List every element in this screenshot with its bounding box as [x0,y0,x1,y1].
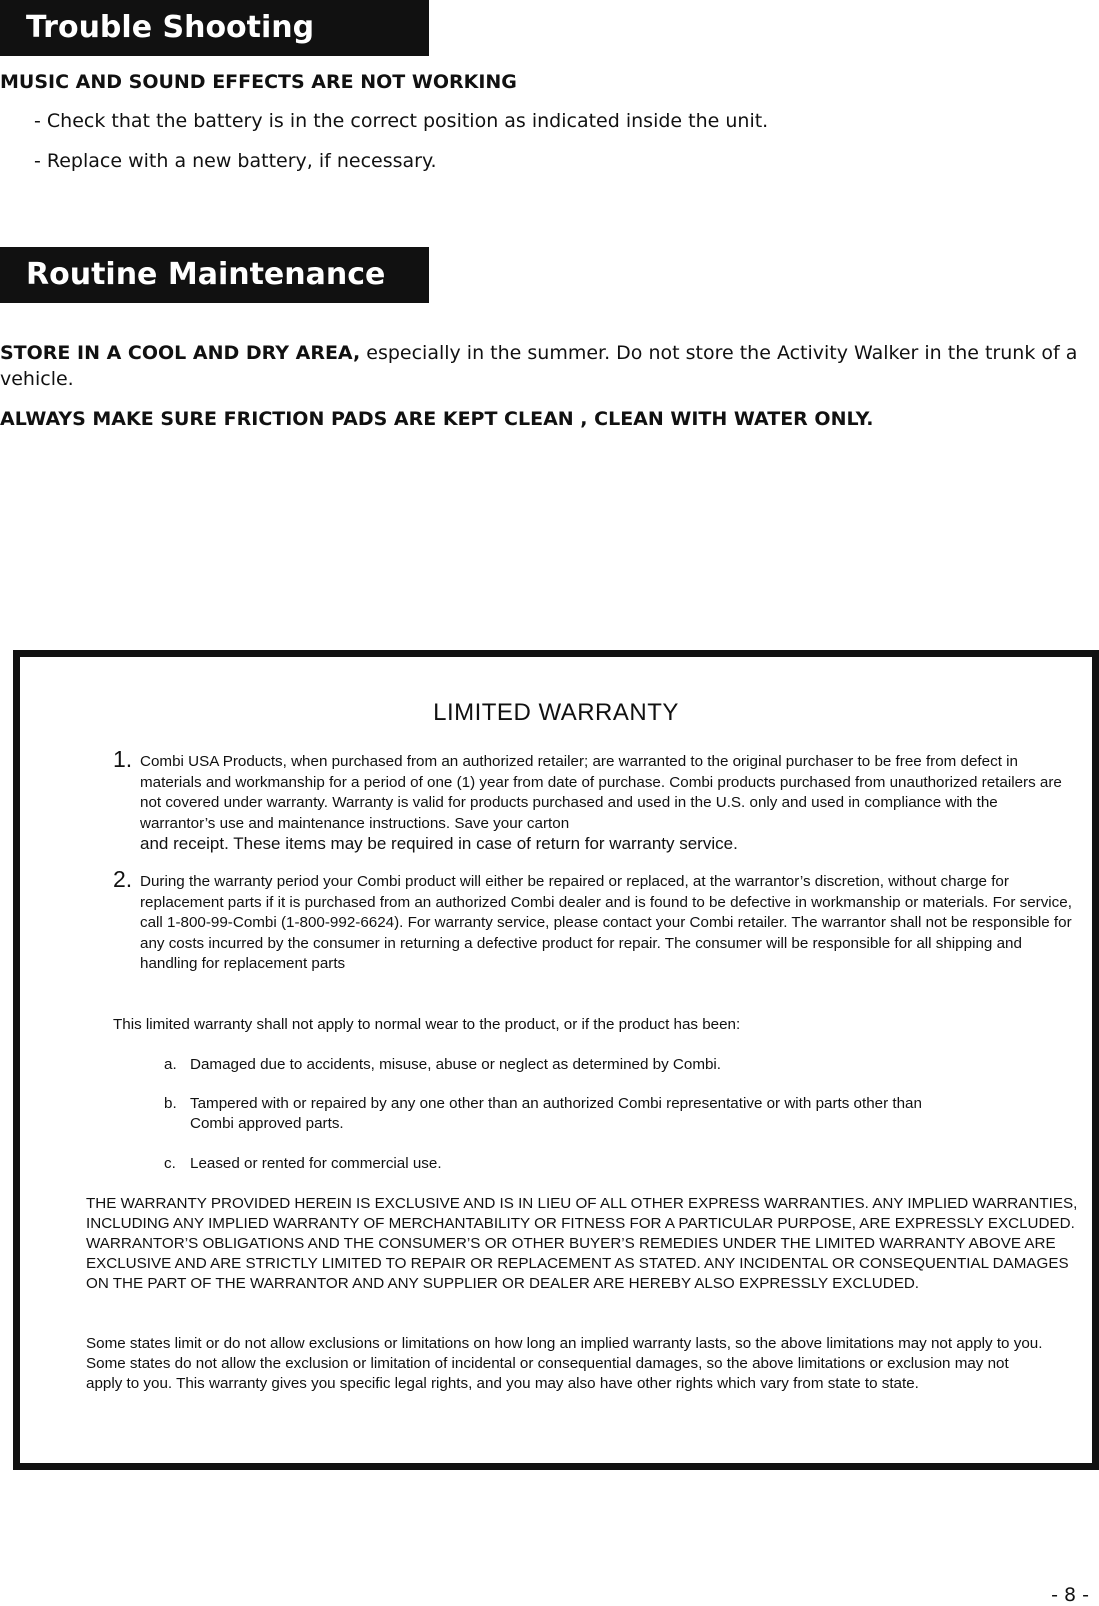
problem-title: MUSIC AND SOUND EFFECTS ARE NOT WORKING [0,71,517,93]
exclusion-item-a [164,1055,1044,1075]
warranty-item-2 [113,866,1073,975]
page-number: - 8 - [1051,1584,1089,1606]
routine-maintenance-heading: Routine Maintenance [0,247,429,303]
warranty-item-1 [113,746,1073,856]
trouble-step-2: - Replace with a new battery, if necessary. [34,150,437,172]
warranty-item-text-receipt: and receipt. These items may be required in case of return for warranty service. [140,834,738,853]
warranty-item-text: During the warranty period your Combi product will either be repaired or replaced, at the warrantor’s discretion, without charge for replacement parts if it is purchased from an authorized Combi dealer and is found to be defective in workmanship or materials. For service, call 1-800-99-Combi (1-800-992-6624). For warranty service, please contact your Combi retailer. The warrantor shall not be responsible for any costs incurred by the consumer in returning a defective product for repair. The consumer will be responsible for all shipping and handling for replacement parts [140,873,1072,972]
state-rights-note: Some states limit or do not allow exclusions or limitations on how long an implied warranty lasts, so the above limitations may not apply to you. Some states do not allow the exclusion or limitation of incidental or consequential damages, so the above limitations or exclusion may not apply to you. This warranty gives you specific legal rights, and you may also have other rights which vary from state to state. [86,1335,1043,1392]
limited-warranty-box [13,650,1099,1470]
store-instruction [0,340,1099,392]
exclusion-text: Damaged due to accidents, misuse, abuse or neglect as determined by Combi. [190,1056,722,1073]
friction-pads-instruction: ALWAYS MAKE SURE FRICTION PADS ARE KEPT CLEAN , CLEAN WITH WATER ONLY. [0,408,874,430]
warranty-disclaimer: THE WARRANTY PROVIDED HEREIN IS EXCLUSIVE AND IS IN LIEU OF ALL OTHER EXPRESS WARRANTIES. ANY IMPLIED WARRANTIES, INCLUDING ANY IMPLIED WARRANTY OF MERCHANTABILITY OR FITNESS FOR A PARTICULAR PURPOSE, ARE EXPRESSLY EXCLUDED. WARRANTOR’S OBLIGATIONS AND THE CONSUMER’S OR OTHER BUYER’S REMEDIES UNDER THE LIMITED WARRANTY ABOVE ARE EXCLUSIVE AND ARE STRICTLY LIMITED TO REPAIR OR REPLACEMENT AS STATED. ANY INCIDENTAL OR CONSEQUENTIAL DAMAGES ON THE PART OF THE WARRANTOR AND ANY SUPPLIER OR DEALER ARE HEREBY ALSO EXPRESSLY EXCLUDED. [86,1195,1078,1292]
store-instruction-bold: STORE IN A COOL AND DRY AREA, [0,342,361,364]
warranty-item-number: 2. [113,866,133,892]
trouble-shooting-heading: Trouble Shooting [0,0,429,56]
store-instruction-rest: especially in the summer. Do not store the Activity Walker in the trunk of a vehicle. [0,342,1078,390]
warranty-item-text: Combi USA Products, when purchased from an authorized retailer; are warranted to the original purchaser to be free from defect in materials and workmanship for a period of one (1) year from date of purchase. Combi products purchased from unauthorized retailers are not covered under warranty. Warranty is valid for products purchased and used in the U.S. only and used in compliance with the warrantor’s use and maintenance instructions. Save your carton [140,753,1062,832]
exclusion-item-c [164,1154,1044,1174]
warranty-item-number: 1. [113,746,133,772]
exclusion-item-b [164,1094,954,1134]
warranty-title: LIMITED WARRANTY [433,699,679,726]
exclusion-intro: This limited warranty shall not apply to normal wear to the product, or if the product has been: [113,1016,741,1033]
trouble-step-1: - Check that the battery is in the correct position as indicated inside the unit. [34,110,769,132]
exclusion-letter: c. [164,1155,176,1172]
exclusion-letter: b. [164,1095,177,1112]
exclusion-letter: a. [164,1056,177,1073]
exclusion-text: Leased or rented for commercial use. [190,1155,442,1172]
exclusion-text: Tampered with or repaired by any one other than an authorized Combi representative or with parts other than Combi approved parts. [190,1095,922,1132]
